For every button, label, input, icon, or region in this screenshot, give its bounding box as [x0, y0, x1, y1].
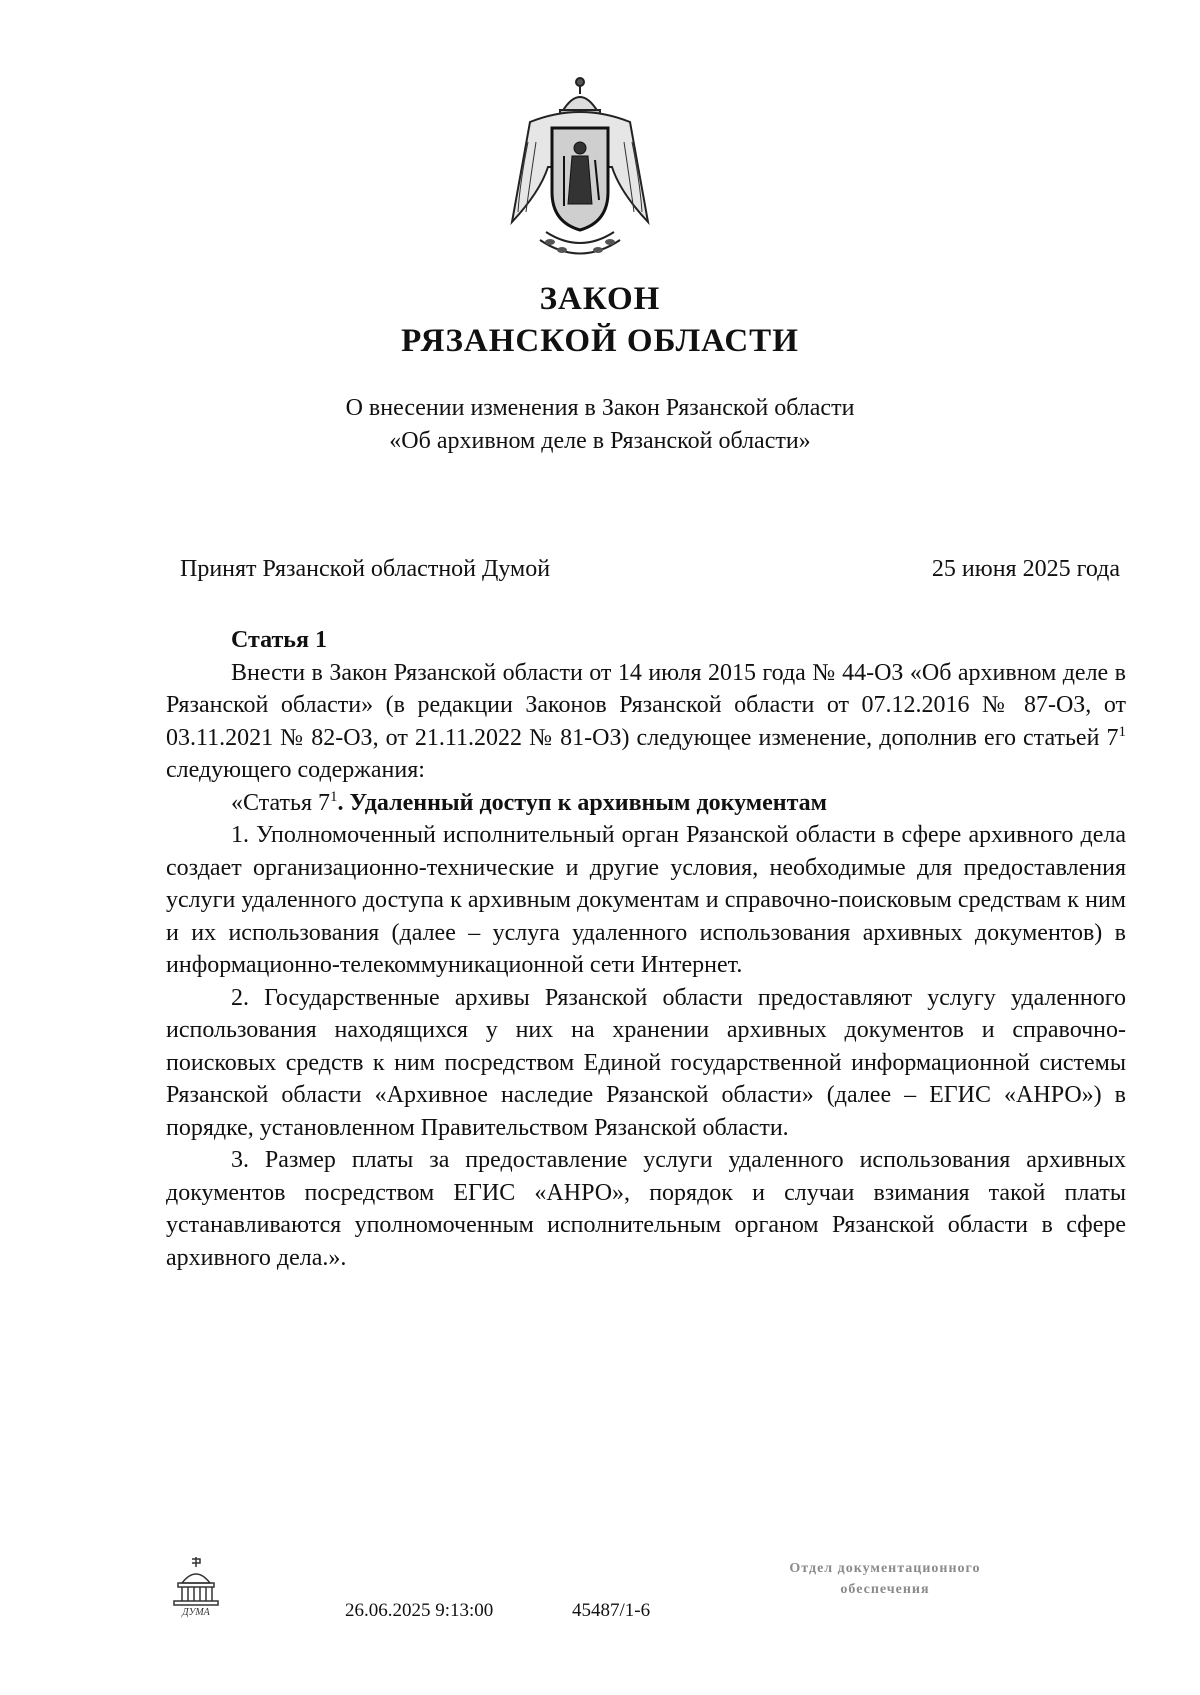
new-article-prefix: «Статья 7	[231, 789, 330, 816]
article-intro-text: Внести в Закон Рязанской области от 14 июля 2015 года № 44-ОЗ «Об архивном деле в Рязанской области» (в редакции Законов Рязанской области от 07.12.2016 № 87-ОЗ, от 03.11.2021 № 82-ОЗ, от 21.11.2022 № 81-ОЗ) следующее изменение, дополнив его статьей 7	[166, 659, 1126, 751]
article-heading: Статья 1	[231, 627, 327, 653]
duma-logo-text: ДУМА	[182, 1607, 210, 1618]
department-stamp	[735, 1558, 1035, 1600]
paragraph-1: 1. Уполномоченный исполнительный орган Рязанской области в сфере архивного дела создает организационно-технические и другие условия, необходимые для предоставления услуги удаленного доступа к архивным документам и справочно-поисковым средствам к ним и их использования (далее – услуга удаленного использования архивных документов) в информационно-телекоммуникационной сети Интернет.	[166, 822, 1126, 978]
paragraph-2: 2. Государственные архивы Рязанской области предоставляют услугу удаленного использования находящихся у них на хранении архивных документов и справочно-поисковых средств к ним посредством Единой государственной информационной системы Рязанской области «Архивное наследие Рязанской области» (далее – ЕГИС «АНРО») в порядке, установленном Правительством Рязанской области.	[166, 984, 1126, 1141]
registration-datetime: 26.06.2025 9:13:00	[345, 1600, 494, 1621]
stamp-line-1: Отдел документационного	[789, 1561, 981, 1576]
new-article-superscript: 1	[329, 788, 338, 805]
law-title	[0, 278, 1200, 362]
law-subtitle	[0, 392, 1200, 458]
article-intro-text-end: следующего содержания:	[166, 757, 425, 783]
paragraph-3: 3. Размер платы за предоставление услуги удаленного использования архивных документов посредством ЕГИС «АНРО», порядок и случаи взимания такой платы устанавливаются уполномоченным исполнительным органом Рязанской области в сфере архивного дела.».	[166, 1147, 1126, 1271]
duma-building-logo	[170, 1555, 222, 1619]
subtitle-line-1: О внесении изменения в Закон Рязанской области	[345, 395, 855, 421]
new-article-heading	[166, 787, 1126, 820]
adoption-date: 25 июня 2025 года	[931, 556, 1120, 582]
adoption-row	[180, 556, 1120, 590]
title-line-law: ЗАКОН	[539, 281, 661, 317]
title-line-region: РЯЗАНСКОЙ ОБЛАСТИ	[401, 323, 799, 359]
article-intro-superscript: 1	[1118, 723, 1126, 740]
article-intro	[166, 657, 1126, 787]
registration-number: 45487/1-6	[572, 1600, 651, 1621]
adopted-by: Принят Рязанской областной Думой	[180, 556, 551, 582]
law-body	[166, 624, 1126, 1274]
coat-of-arms-emblem	[500, 72, 660, 272]
subtitle-line-2: «Об архивном деле в Рязанской области»	[389, 428, 811, 454]
stamp-line-2: обеспечения	[840, 1582, 930, 1597]
new-article-title: . Удаленный доступ к архивным документам	[337, 789, 828, 816]
